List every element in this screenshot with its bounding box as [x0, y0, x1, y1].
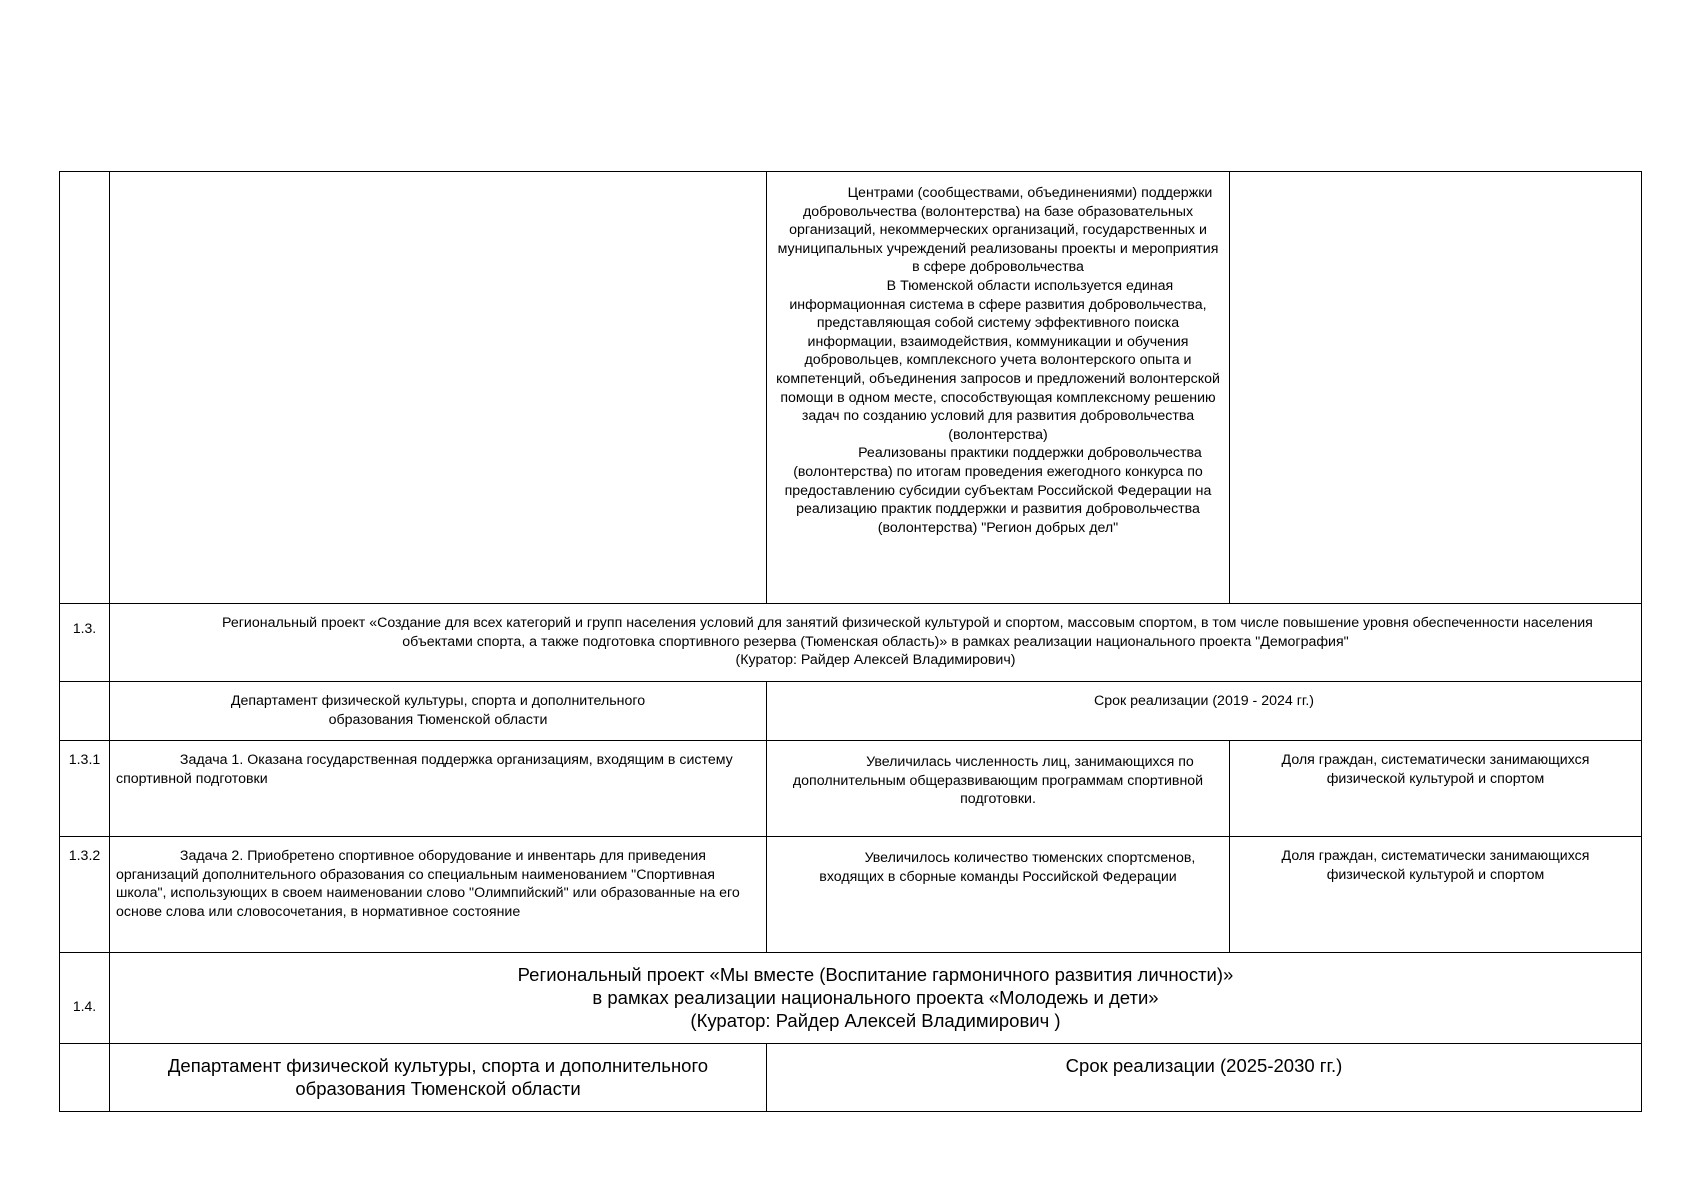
- result-cell: [767, 741, 1230, 837]
- section-number: 1.3.: [60, 604, 110, 682]
- section-row-1-3: [60, 604, 1642, 682]
- task-indicator: Доля граждан, систематически занимающихся физической культурой и спортом: [1230, 837, 1642, 953]
- task-result: Увеличилось количество тюменских спортсменов, входящих в сборные команды Российской Федерации: [819, 850, 1196, 885]
- indicator-cell-empty: [1230, 172, 1642, 604]
- section-row-1-4: [60, 953, 1642, 1044]
- task-text: Задача 2. Приобретено спортивное оборудование и инвентарь для приведения организаций дополнительного образования со специальным наименованием "Спортивная школа", использующих в своем наименовании слово "Олимпийский" или образованные на его основе слова или словосочетания, в нормативное состояние: [116, 848, 740, 920]
- section-title-cell: [110, 604, 1642, 682]
- section-number: 1.4.: [60, 953, 110, 1044]
- task-number: 1.3.2: [60, 837, 110, 953]
- section-curator: (Куратор: Райдер Алексей Владимирович ): [690, 1010, 1061, 1031]
- task-cell-empty: [110, 172, 767, 604]
- task-row: [60, 837, 1642, 953]
- task-result: Увеличилась численность лиц, занимающихся по дополнительным общеразвивающим программам спортивной подготовки.: [792, 754, 1204, 808]
- continuation-row: [60, 172, 1642, 604]
- task-indicator: Доля граждан, систематически занимающихся физической культурой и спортом: [1230, 741, 1642, 837]
- number-cell-empty: [60, 172, 110, 604]
- task-text: Задача 1. Оказана государственная поддержка организациям, входящим в систему спортивной подготовки: [116, 752, 733, 787]
- result-paragraph: Центрами (сообществами, объединениями) поддержки добровольчества (волонтерства) на базе образовательных организаций, некоммерческих организаций, государственных и муниципальных учреждений реализованы проекты и мероприятия в сфере добровольчества: [777, 185, 1219, 276]
- implementation-period: Срок реализации (2019 - 2024 гг.): [767, 682, 1642, 741]
- section-title-cell: [110, 953, 1642, 1044]
- task-cell: [110, 741, 767, 837]
- section-title-line: Региональный проект «Мы вместе (Воспитание гармоничного развития личности)»: [517, 964, 1234, 985]
- section-curator: (Куратор: Райдер Алексей Владимирович): [735, 652, 1016, 669]
- section-title-line: в рамках реализации национального проекта «Молодежь и дети»: [592, 987, 1159, 1008]
- task-cell: [110, 837, 767, 953]
- section-title: Региональный проект «Создание для всех категорий и групп населения условий для занятий физической культурой и спортом, массовым спортом, в том числе повышение уровня обеспеченности населения объектами спорта, а также подготовка спортивного резерва (Тюменская область)» в рамках реализации национального проекта "Демография": [222, 615, 1593, 650]
- implementation-period: Срок реализации (2025-2030 гг.): [767, 1044, 1642, 1112]
- number-cell-empty: [60, 1044, 110, 1112]
- department-name: Департамент физической культуры, спорта и дополнительного образования Тюменской области: [110, 1044, 767, 1112]
- results-cell: [767, 172, 1230, 604]
- department-name: Департамент физической культуры, спорта и дополнительного образования Тюменской области: [110, 682, 767, 741]
- task-row: [60, 741, 1642, 837]
- result-cell: [767, 837, 1230, 953]
- result-paragraph: Реализованы практики поддержки добровольчества (волонтерства) по итогам проведения ежегодного конкурса по предоставлению субсидии субъектам Российской Федерации на реализацию практик поддержки и развития добровольчества (волонтерства) "Регион добрых дел": [784, 445, 1212, 536]
- task-number: 1.3.1: [60, 741, 110, 837]
- plan-table: [59, 171, 1642, 1112]
- result-paragraph: В Тюменской области используется единая информационная система в сфере развития добровольчества, представляющая собой систему эффективного поиска информации, взаимодействия, коммуникации и обучения добровольцев, комплексного учета волонтерского опыта и компетенций, объединения запросов и предложений волонтерской помощи в одном месте, способствующая комплексному решению задач по созданию условий для развития добровольчества (волонтерства): [776, 277, 1220, 443]
- department-row-1-3: [60, 682, 1642, 741]
- number-cell-empty: [60, 682, 110, 741]
- department-row-1-4: [60, 1044, 1642, 1112]
